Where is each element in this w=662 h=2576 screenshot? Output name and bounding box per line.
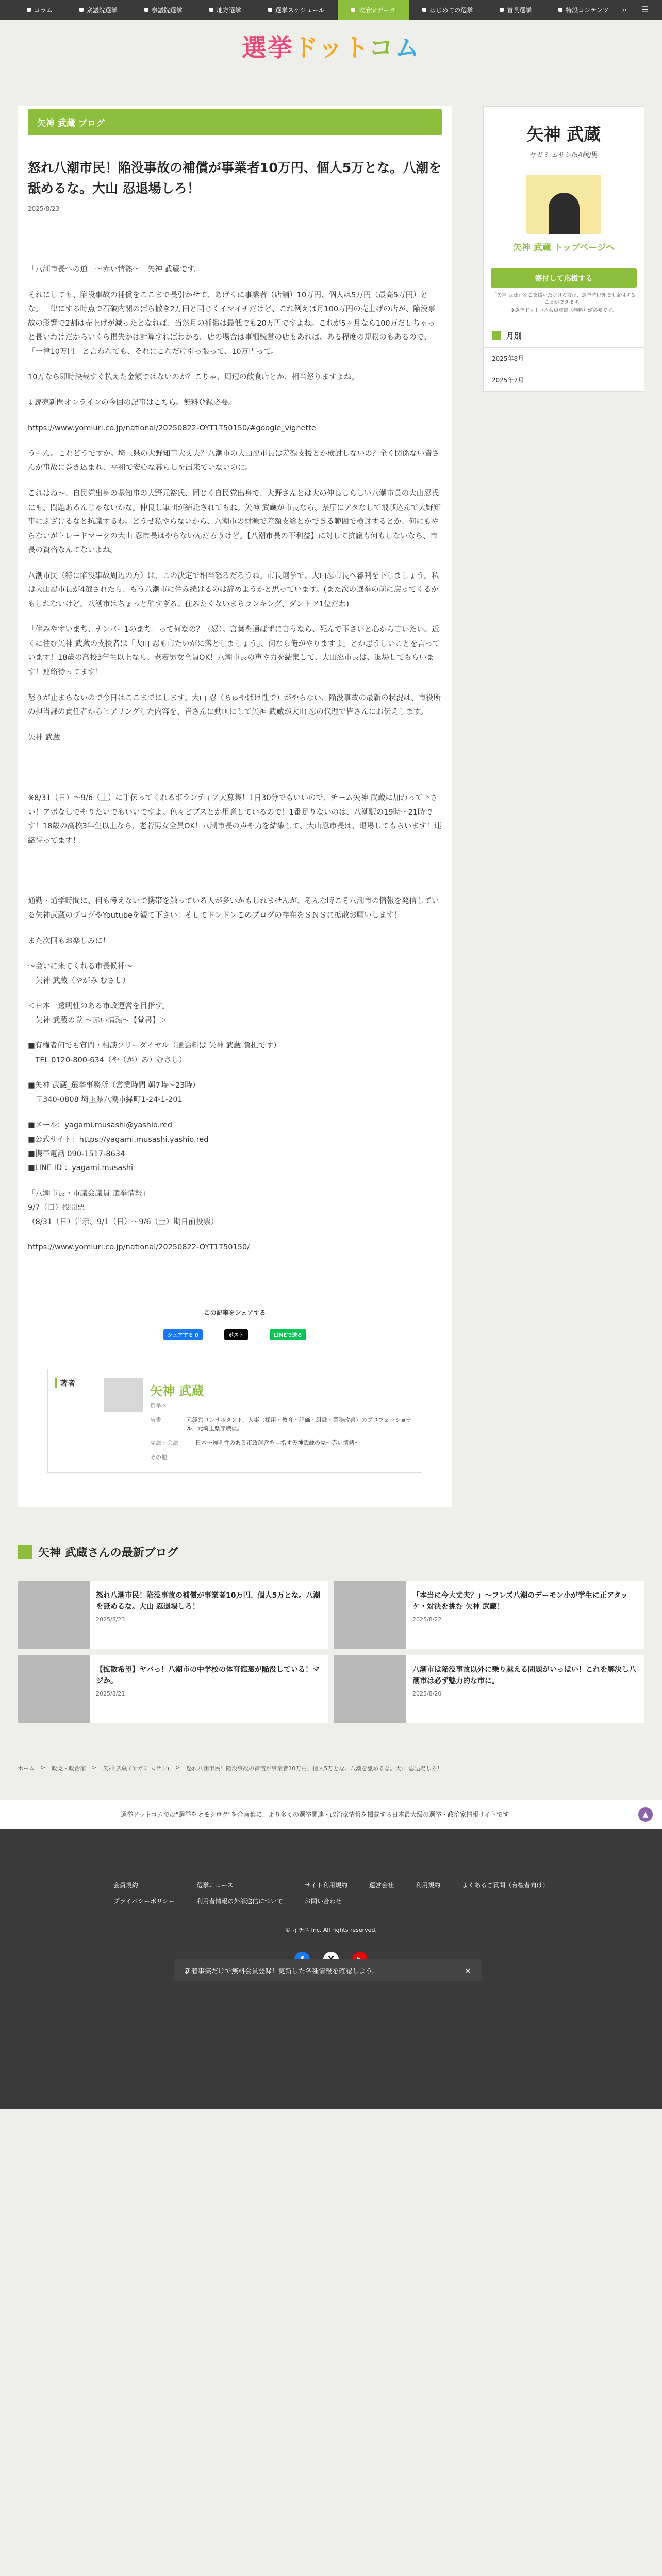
copyright: © イチニ Inc. All rights reserved. [285,1926,377,1934]
latest-grid [18,1581,644,1723]
x-post-button[interactable]: ポスト [224,1329,248,1340]
blog-card-date: 2025/8/23 [96,1616,125,1623]
profile-photo [526,175,601,234]
nav-item[interactable] [545,0,622,20]
menu-icon[interactable]: ☰ [641,5,649,14]
nav-item-label: 政治家データ [358,6,396,14]
footer-link[interactable]: 利用規約 [416,1881,441,1889]
nav-icons [622,5,649,15]
footer-link[interactable]: サイト利用規約 [304,1881,348,1889]
article-paragraph: また次回もお楽しみに！ [28,937,110,945]
latest-title: 矢神 武蔵さんの最新ブログ [38,1546,178,1560]
profile-figure [549,193,580,234]
author-row-value: 元経営コンサルタント、人事（採用・教育・評価・組織・業務改善）のプロフェッショナル、元埼玉県庁職員。 [186,1416,412,1432]
footer-link[interactable]: よくあるご質問（有権者向け） [462,1881,549,1889]
blog-card-title: 八潮市は陥没事故以外に乗り越える問題がいっぱい！これを解決し八潮市は必ず魅力的な市に。 [412,1665,636,1686]
article-paragraph: ＜日本一透明性のある市政運営を目指す。 矢神 武蔵の党 ～赤い情熱～【覚書】＞ [28,1002,170,1025]
footer-bar [0,1800,662,1829]
logo-part: ドット [293,33,369,62]
article-paragraph: 「八潮市長・市議会議員 選挙情報」 9/7（日）投開票 （8/31（日）告示、9/1（日）～9/6（土）期日前投票） [28,1189,219,1226]
blog-card[interactable] [18,1581,328,1649]
article-body [28,263,442,1255]
nav-item-icon [422,8,426,12]
article-paragraph: https://www.yomiuri.co.jp/national/20250822-OYT1T50150/ [28,1243,250,1252]
article-paragraph: ■メール：yagami.musashi@yashio.red ■公式サイト：https://yagami.musashi.yashio.red ■携帯電話 090-1517-8634 ■LINE ID ：yagami.musashi [28,1121,209,1173]
author-avatar [104,1378,143,1412]
article-paragraph: 八潮市民（特に陥没事故周辺の方）は、この決定で相当怒るだろうね。市長選挙で、大山忍市長へ審判を下しましょう。私は大山忍市長が4選されたら、もう八潮市に住み続けるのは辞めようかと思っています。(また次の選挙の前に戻ってくるかもしれないけど。八潮市はちょっと酷すぎる。住みたくないまちランキング、ダントツ1位だわ) [28,571,439,608]
nav-item-label: 地方選挙 [216,6,241,14]
blog-card-date: 2025/8/20 [412,1690,442,1697]
profile-box [483,106,644,324]
signup-notice [174,1959,482,1981]
blog-card-thumbnail [18,1655,90,1723]
blog-card[interactable] [334,1655,644,1723]
article-paragraph: https://www.yomiuri.co.jp/national/20250822-OYT1T50150/#google_vignette [28,424,316,433]
nav-item-icon [268,8,272,12]
sidebar [483,106,644,1507]
article-paragraph: うーん。これどうですか。埼玉県の大野知事大丈夫？八潮市の大山忍市長は差額支援とか検討しないの？全く関係ない皆さんが事故に巻き込まれ、平和で安心な暮らしを出来ていないのに。 [28,449,440,472]
author-name[interactable]: 矢神 武蔵 [150,1383,204,1398]
month-link[interactable]: 2025年7月 [484,369,644,391]
share-section [28,1287,442,1340]
article-paragraph: ■矢神 武蔵_選挙事務所（営業時間 朝7時～23時） 〒340-0808 埼玉県八潮市緑町1-24-1-201 [28,1081,200,1104]
close-icon[interactable]: × [464,1965,471,1975]
article-paragraph: 通勤・通学時間に、何も考えないで携帯を触っている人が多いかもしれませんが、そんな時こそ八潮市の情報を発信している矢神武蔵のブログやYoutubeを観て下さい！そしてドンドンこのブログの存在をＳＮＳに拡散お願いします！ [28,897,439,920]
nav-item[interactable] [338,0,409,20]
nav-item-label: 参議院選挙 [151,6,183,14]
main-column [18,106,452,1507]
top-nav [0,0,662,20]
month-link[interactable]: 2025年8月 [484,348,644,369]
nav-item[interactable] [255,0,338,20]
blog-card-thumbnail [334,1581,406,1649]
nav-item-label: コラム [34,6,53,14]
monthly-archive [483,324,644,392]
author-details [150,1378,412,1464]
footer-link[interactable]: 選挙ニュース [196,1881,234,1889]
profile-top-link[interactable]: 矢神 武蔵 トップページへ [512,243,615,253]
author-row-label: その他 [150,1453,167,1461]
back-to-top-icon[interactable]: ▲ [638,1807,653,1822]
article-paragraph: 10万なら即時決裁すぐ払えた金額ではないのか？こりゃ、周辺の飲食店とか、相当怒りますよね。 [28,373,359,382]
nav-item-icon [558,8,562,12]
footer-link[interactable]: お問い合わせ [304,1897,342,1905]
blog-card-thumbnail [18,1581,90,1649]
nav-item-icon [351,8,355,12]
nav-item-label: 特設コンテンツ [566,6,609,14]
footer-links [0,1880,662,1905]
line-share-button[interactable]: LINEで送る [270,1329,306,1340]
breadcrumb-separator: > [175,1764,180,1771]
calendar-icon [492,331,501,340]
blog-card-thumbnail [334,1655,406,1723]
footer-link[interactable]: プライバシーポリシー [113,1897,175,1905]
author-row-label: 党派・会派 [150,1439,178,1446]
blog-card[interactable] [334,1581,644,1649]
author-box [47,1369,422,1473]
nav-item-icon [500,8,504,12]
blog-card-title: 「本当に今大丈夫？」～フレズ八潮のデーモン小が学生に正アタッケ・対決を挑む 矢神 武蔵！ [412,1591,628,1612]
footer-tagline: 選挙ドットコムでは"選挙をオモシロク"を合言葉に、より多くの選挙関連・政治家情報を掲載する日本最大級の選挙・政治家情報サイトです [121,1811,509,1819]
breadcrumb-item[interactable]: 政党・政治家 [52,1765,86,1772]
tag-bar [55,1378,57,1388]
content-wrap [18,106,644,1507]
article-paragraph: ■有権者何でも質問・相談フリーダイヤル（通話料は 矢神 武蔵 負担です） TEL 0120-800-634（や（が）み）むさし） [28,1042,281,1064]
article-paragraph: ※8/31（日）～9/6（土）に手伝ってくれるボランティア大募集！1日30分でもいいので、チーム矢神 武蔵に加わって下さい！アポなしでやりたいでもいいですよ。色々ビブスとか用意しているので！1番足りないのは、八潮駅の19時～21時です！18歳の高校3年生以上なら、老若男女全員OK！八潮市長の声や力を結集して、大山忍市長は、退場してもらいます！連絡待ってます！ [28,794,442,845]
breadcrumb-item[interactable]: ホーム [18,1765,35,1772]
blog-header: 矢神 武蔵 ブログ [28,109,442,135]
blog-card-title: 【拡散希望】ヤバっ！八潮市の中学校の体育館裏が陥没している！マジか。 [96,1665,320,1686]
nav-item[interactable] [66,0,131,20]
share-label: この記事をシェアする [204,1309,266,1316]
nav-item-icon [144,8,148,12]
article-paragraph: 「八潮市長への道」～赤い情熱～ 矢神 武蔵です。 [28,265,202,274]
nav-item-icon [79,8,84,12]
monthly-title: 月別 [506,331,522,341]
latest-blogs [0,1544,662,1723]
blog-card-date: 2025/8/21 [96,1690,125,1697]
author-tag-label: 著者 [60,1378,76,1388]
breadcrumb [0,1764,662,1772]
author-row-value: 日本一透明性のある市政運営を目指す矢神武蔵の党～赤い情熱～ [195,1439,360,1446]
author-row-label: 選挙区 [150,1402,167,1409]
footer-link[interactable]: 運営会社 [369,1881,394,1889]
nav-item[interactable] [409,0,486,20]
article-paragraph: それにしても、陥没事故の補償をここまで長引かせて、あげくに事業者（店舗）10万円、個人は5万円（最高5万円）とな。一律にする時点で石破内閣のばら撒き2万円と同じくイマイチだけど、これ例えば月100万円の売上げの店が、陥没事故の影響で2割は売上げが減ったとなれば、当然月の補償は最低でも20万円ですよね。これが5ヶ月なら100万だしちゃっと長いわけだからいくら損失かは計算すればわかる。店の場合は事細続営の店もあれば、ある程度の規模のもあるので、「一律10万円」と言われても、それにこれだけ引っ張って、10万円って。 [28,291,436,356]
nav-item[interactable] [13,0,66,20]
logo-bar [0,20,662,71]
blog-card-date: 2025/8/22 [412,1616,442,1623]
article-paragraph: これはね〜、自民党出身の県知事の大野元裕氏、同じく自民党出身で、大野さんとは大の仲良しらしい八潮市長の大山忍氏にも、問題あるんじゃないかな。仲良し軍団が結託されてもね。矢神 武蔵が市長なら、県庁にアタなして飛び込んで大野知事にふざけるなと抗議するわ。どうせ私やらないから、八潮市の財源で差額支給とかできる範囲で検討するとか、何にもやらないがトレードマークの大山 忍市長はやらないんだろうけど。【八潮市長の不利益】に対して抗議も何もしないなら、市長の資格なんてないよね。 [28,489,441,555]
nav-item[interactable] [131,0,196,20]
footer-link[interactable]: 会員規約 [113,1881,138,1889]
nav-items [13,0,622,20]
logo-part: 選挙 [241,33,293,62]
breadcrumb-separator: > [41,1764,46,1771]
blog-icon [18,1545,32,1559]
profile-name: 矢神 武蔵 [526,124,601,144]
article-paragraph: ～会いに来てくれる市長候補～ 矢神 武蔵（やがみ むさし） [28,962,133,985]
article-paragraph: 怒りが止まらないので今日はここまでにします。大山 忍（ちゅやばけ性で）がやらない、陥没事故の最新の状況は、市役所の担当課の責任者からヒアリングした内容を、皆さんに動画にして矢神 武蔵が大山 忍の代理で皆さんにお伝えします。 [28,693,441,717]
article [18,132,452,1287]
article-paragraph: 「住みやすいまち、ナンバー1のまち」って何なの？（怒）。言葉を通ばずに言うなら、死んで下さいと心から言いたい。近くに住む矢神 武蔵の支援者は「大山 忍も市たいがに落としましょう」、何なら俺がやりますよ」とか思うしいことを言っています！18歳の高校3年生以上なら、老若男女全員OK！八潮市長の声や力を結集して、大山忍市長は、退場してもらいます！連絡待ってます！ [28,625,440,677]
facebook-share-button[interactable]: シェアする 0 [163,1329,203,1340]
logo-part: ム [394,33,421,62]
nav-item-icon [27,8,31,12]
author-row-label: 肩書 [150,1416,161,1423]
nav-item-icon [209,8,213,12]
nav-item[interactable] [196,0,255,20]
breadcrumb-separator: > [92,1764,97,1771]
nav-item-label: 首長選挙 [507,6,532,14]
nav-item-label: 選挙スケジュール [275,6,325,14]
search-icon[interactable]: ⌕ [622,5,627,14]
blog-card-title: 怒れ八潮市民！陥没事故の補償が事業者10万円、個人5万とな。八潮を舐めるな。大山 忍退場しろ！ [96,1591,321,1612]
blog-card[interactable] [18,1655,328,1723]
site-logo[interactable] [242,28,420,63]
logo-part: コ [369,33,395,62]
donate-button[interactable]: 寄付して応援する [491,268,637,288]
author-tag [48,1369,94,1472]
nav-item-label: はじめての選挙 [429,6,473,14]
article-paragraph: ↓読売新聞オンラインの今回の記事はこちら。無料登録必要。 [28,398,236,407]
nav-item[interactable] [486,0,545,20]
profile-kana: ヤガミ ムサシ/54歳/男 [529,151,598,159]
breadcrumb-item: 怒れ八潮市民！陥没事故の補償が事業者10万円、個人5万とな。八潮を舐めるな。大山 忍退場しろ！ [186,1765,443,1772]
donate-note: 「矢神 武蔵」をご支援いただける方は、選挙時以外でも寄付することができます。 ※選挙ドットコム会員登録（無料）が必要です。 [492,293,636,313]
article-title: 怒れ八潮市民！陥没事故の補償が事業者10万円、個人5万とな。八潮を舐めるな。大山 忍退場しろ！ [28,160,442,196]
footer-link[interactable]: 利用者情報の外部送信について [196,1897,283,1905]
article-date: 2025/8/23 [28,205,60,212]
breadcrumb-item[interactable]: 矢神 武蔵 (ヤガミ ムサシ) [103,1765,170,1772]
notice-text: 新着事実だけで無料会員登録！更新した各種情報を確認しよう。 [185,1967,379,1975]
nav-item-label: 衆議院選挙 [86,6,118,14]
article-paragraph: 矢神 武蔵 [28,733,60,742]
